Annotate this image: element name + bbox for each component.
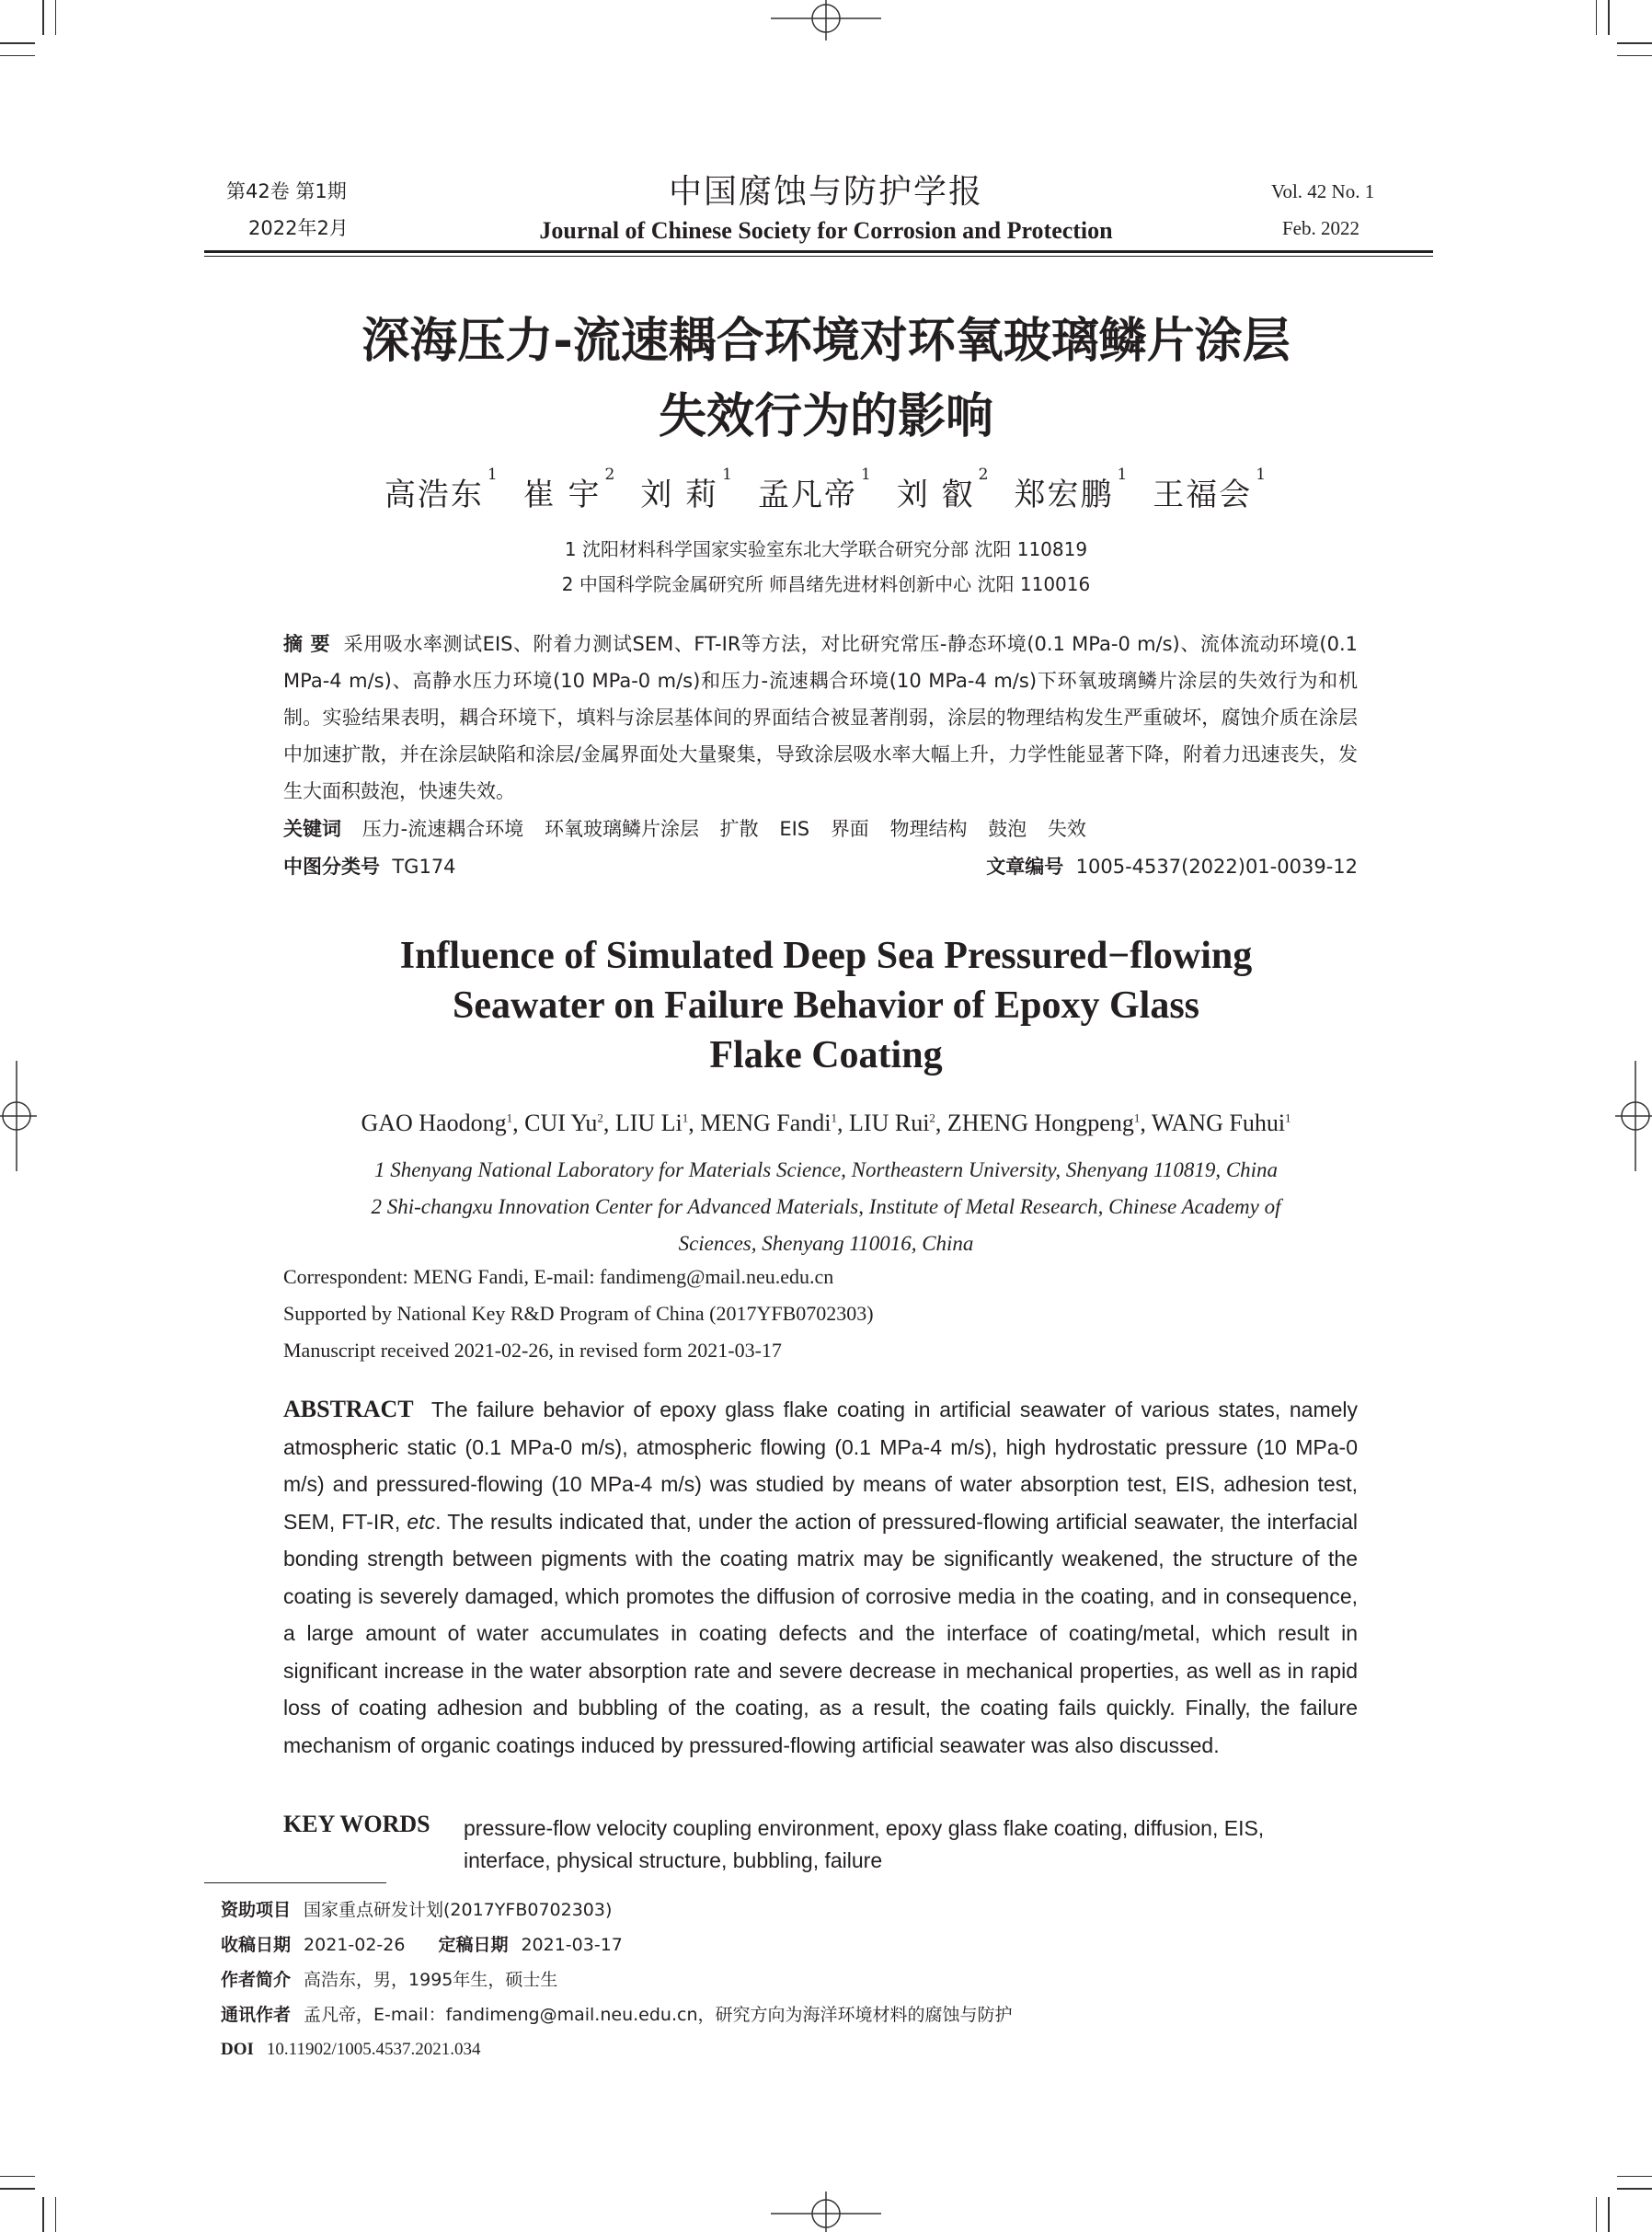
footnote-doi bbox=[221, 2033, 480, 2066]
author-sup: 1 bbox=[1133, 1110, 1141, 1125]
footnote-text: 孟凡帝，E-mail：fandimeng@mail.neu.edu.cn，研究方向为海洋环境材料的腐蚀与防护 bbox=[304, 2005, 1013, 2025]
author-en: GAO Haodong bbox=[361, 1110, 507, 1136]
author-sup: 2 bbox=[929, 1110, 935, 1125]
author-en: MENG Fandi bbox=[700, 1110, 832, 1136]
doi-value: 10.11902/1005.4537.2021.034 bbox=[266, 2040, 481, 2059]
author-sup: 1 bbox=[487, 466, 499, 484]
date-cn: 2022年2月 bbox=[248, 217, 349, 239]
author-en: LIU Li bbox=[614, 1110, 683, 1136]
abstract-en bbox=[283, 1391, 1358, 1764]
footnote-rule bbox=[204, 1882, 386, 1883]
keywords-cn bbox=[283, 814, 1358, 842]
article-title-cn bbox=[0, 304, 1652, 454]
affiliation-en: 2 Shi-changxu Innovation Center for Advanced Materials, Institute of Metal Research, Chinese Academy of bbox=[371, 1195, 1281, 1218]
affiliations-en bbox=[304, 1152, 1348, 1262]
author-cn: 郑宏鹏 bbox=[1014, 477, 1114, 513]
keyword-cn: 压力-流速耦合环境 bbox=[361, 818, 524, 840]
keywords-en bbox=[464, 1812, 1365, 1877]
footnote-author-bio bbox=[221, 1963, 557, 1996]
abstract-cn-text: 采用吸水率测试EIS、附着力测试SEM、FT-IR等方法，对比研究常压-静态环境(0.1 MPa-0 m/s)、流体流动环境(0.1 MPa-4 m/s)、高静水压力环境(10 MPa-0 m/s)和压力-流速耦合环境(10 MPa-4 m/s)下环氧玻璃鳞片涂层的失效行为和机制。实验结果表明，耦合环境下，填料与涂层基体间的界面结合被显著削弱，涂层的物理结构发生严重破坏，腐蚀介质在涂层中加速扩散，并在涂层缺陷和涂层/金属界面处大量聚集，导致涂层吸水率大幅上升，力学性能显著下降，附着力迅速丧失，发生大面积鼓泡，快速失效。 bbox=[283, 633, 1358, 802]
author-sup: 2 bbox=[978, 466, 991, 484]
author-cn: 王福会 bbox=[1153, 477, 1253, 513]
article-metadata-en bbox=[283, 1259, 1358, 1369]
author-sup: 2 bbox=[604, 466, 617, 484]
footnote-label: 定稿日期 bbox=[438, 1935, 509, 1955]
footnote-text: 国家重点研发计划(2017YFB0702303) bbox=[304, 1900, 613, 1920]
volume-issue-en: Vol. 42 No. 1 bbox=[1271, 180, 1375, 202]
registration-mark-top bbox=[771, 0, 881, 40]
affiliation-en: Sciences, Shenyang 110016, China bbox=[678, 1232, 974, 1255]
keyword-cn: 失效 bbox=[1047, 818, 1086, 840]
affiliations-cn bbox=[0, 532, 1652, 602]
authors-cn bbox=[0, 466, 1652, 514]
keywords-en-label: KEY WORDS bbox=[283, 1811, 430, 1837]
article-title-en bbox=[0, 931, 1652, 1080]
abstract-en-etc: etc bbox=[407, 1509, 436, 1534]
keyword-cn: 物理结构 bbox=[889, 818, 968, 840]
author-sup: 1 bbox=[1285, 1110, 1291, 1125]
header-right bbox=[1271, 173, 1374, 247]
footnote-text: 2021-03-17 bbox=[521, 1935, 623, 1955]
title-en-line2: Seawater on Failure Behavior of Epoxy Glass bbox=[452, 984, 1200, 1027]
footnote-label: 资助项目 bbox=[221, 1900, 292, 1920]
keyword-cn: 扩散 bbox=[719, 818, 759, 840]
affiliation-cn: 2 中国科学院金属研究所 师昌绪先进材料创新中心 沈阳 110016 bbox=[561, 573, 1091, 595]
author-sup: 1 bbox=[831, 1110, 838, 1125]
footnote-funding bbox=[221, 1893, 612, 1927]
author-sup: 1 bbox=[1256, 466, 1268, 484]
author-cn: 刘 叡 bbox=[896, 477, 975, 513]
volume-issue-cn: 第42卷 第1期 bbox=[226, 180, 347, 202]
footnote-label: DOI bbox=[221, 2040, 254, 2059]
footnote-corresponding bbox=[221, 1998, 1012, 2031]
footnote-label: 作者简介 bbox=[221, 1970, 292, 1990]
author-cn: 崔 宇 bbox=[522, 477, 602, 513]
author-sup: 1 bbox=[682, 1110, 689, 1125]
author-cn: 刘 莉 bbox=[640, 477, 719, 513]
header-rule-thick bbox=[204, 250, 1433, 253]
author-sup: 1 bbox=[506, 1110, 513, 1125]
footnote-dates bbox=[221, 1928, 623, 1962]
registration-mark-bottom bbox=[771, 2192, 881, 2232]
title-cn-line2: 失效行为的影响 bbox=[658, 389, 993, 444]
author-sup: 1 bbox=[860, 466, 873, 484]
journal-title-en: Journal of Chinese Society for Corrosion and Protection bbox=[539, 217, 1113, 244]
title-en-line1: Influence of Simulated Deep Sea Pressured−flowing bbox=[399, 935, 1253, 977]
keyword-cn: 鼓泡 bbox=[988, 818, 1027, 840]
article-number-value: 1005-4537(2022)01-0039-12 bbox=[1075, 856, 1358, 878]
keywords-cn-label: 关键词 bbox=[283, 818, 341, 840]
abstract-cn-label: 摘 要 bbox=[283, 633, 331, 655]
footnote-label: 通讯作者 bbox=[221, 2005, 292, 2025]
author-en: WANG Fuhui bbox=[1151, 1110, 1286, 1136]
author-en: LIU Rui bbox=[849, 1110, 930, 1136]
keyword-cn: 环氧玻璃鳞片涂层 bbox=[544, 818, 699, 840]
abstract-en-text: The failure behavior of epoxy glass flake coating in artificial seawater of various states, namely atmospheric static (0.1 MPa-0 m/s), atmospheric flowing (0.1 MPa-4 m/s), high hydrostatic pressure (10 MPa-0 m/s) and pressured-flowing (10 MPa-4 m/s) was studied by means of water absorption test, EIS, adhesion test, SEM, FT-IR, bbox=[283, 1398, 1358, 1534]
manuscript-dates: Manuscript received 2021-02-26, in revised form 2021-03-17 bbox=[283, 1339, 782, 1362]
abstract-en-label: ABSTRACT bbox=[283, 1396, 414, 1422]
keywords-en-line2: interface, physical structure, bubbling, failure bbox=[464, 1848, 883, 1872]
header-rule-thin bbox=[204, 256, 1433, 257]
author-en: ZHENG Hongpeng bbox=[946, 1110, 1134, 1136]
author-sup: 1 bbox=[722, 466, 734, 484]
author-sup: 2 bbox=[597, 1110, 603, 1125]
classification-cn bbox=[283, 852, 1358, 880]
author-en: CUI Yu bbox=[524, 1110, 598, 1136]
author-cn: 高浩东 bbox=[384, 477, 484, 513]
keywords-en-line1: pressure-flow velocity coupling environment, epoxy glass flake coating, diffusion, EIS, bbox=[464, 1816, 1265, 1840]
funding: Supported by National Key R&D Program of China (2017YFB0702303) bbox=[283, 1302, 874, 1325]
keyword-cn: EIS bbox=[779, 818, 810, 840]
author-sup: 1 bbox=[1117, 466, 1130, 484]
article-number-label: 文章编号 bbox=[986, 856, 1064, 878]
affiliation-cn: 1 沈阳材料科学国家实验室东北大学联合研究分部 沈阳 110819 bbox=[564, 538, 1088, 560]
affiliation-en: 1 Shenyang National Laboratory for Materials Science, Northeastern University, Shenyang 110819, China bbox=[373, 1158, 1279, 1181]
date-en: Feb. 2022 bbox=[1282, 217, 1359, 239]
journal-title-cn: 中国腐蚀与防护学报 bbox=[668, 173, 983, 211]
clc-label: 中图分类号 bbox=[283, 856, 380, 878]
footnote-label: 收稿日期 bbox=[221, 1935, 292, 1955]
footnote-text: 2021-02-26 bbox=[304, 1935, 406, 1955]
abstract-cn bbox=[283, 626, 1358, 810]
authors-en: GAO Haodong$^1$, CUI Yu$^2$, LIU Li$^1$, MENG Fandi$^1$, LIU Rui$^2$, ZHENG Hongpeng$^1$, WANG Fuhui$^1$ bbox=[361, 1110, 1291, 1136]
abstract-en-text-cont: . The results indicated that, under the action of pressured-flowing artificial seawater, the interfacial bonding strength between pigments with the coating matrix may be significantly weakened, the structure of the coating is severely damaged, which promotes the diffusion of corrosive media in the coating, and in consequence, a large amount of water accumulates in coating defects and the interface of coating/metal, which result in significant increase in the water absorption rate and severe decrease in mechanical properties, as well as in rapid loss of coating adhesion and bubbling of the coating, as a result, the coating fails quickly. Finally, the failure mechanism of organic coatings induced by pressured-flowing artificial seawater was also discussed. bbox=[283, 1509, 1358, 1757]
author-cn: 孟凡帝 bbox=[757, 477, 857, 513]
footnote-text: 高浩东，男，1995年生，硕士生 bbox=[304, 1970, 558, 1990]
clc-value: TG174 bbox=[392, 856, 456, 878]
title-cn-line1: 深海压力-流速耦合环境对环氧玻璃鳞片涂层 bbox=[361, 314, 1291, 369]
correspondent: Correspondent: MENG Fandi, E-mail: fandimeng@mail.neu.edu.cn bbox=[283, 1265, 834, 1288]
title-en-line3: Flake Coating bbox=[709, 1034, 943, 1076]
keyword-cn: 界面 bbox=[830, 818, 869, 840]
